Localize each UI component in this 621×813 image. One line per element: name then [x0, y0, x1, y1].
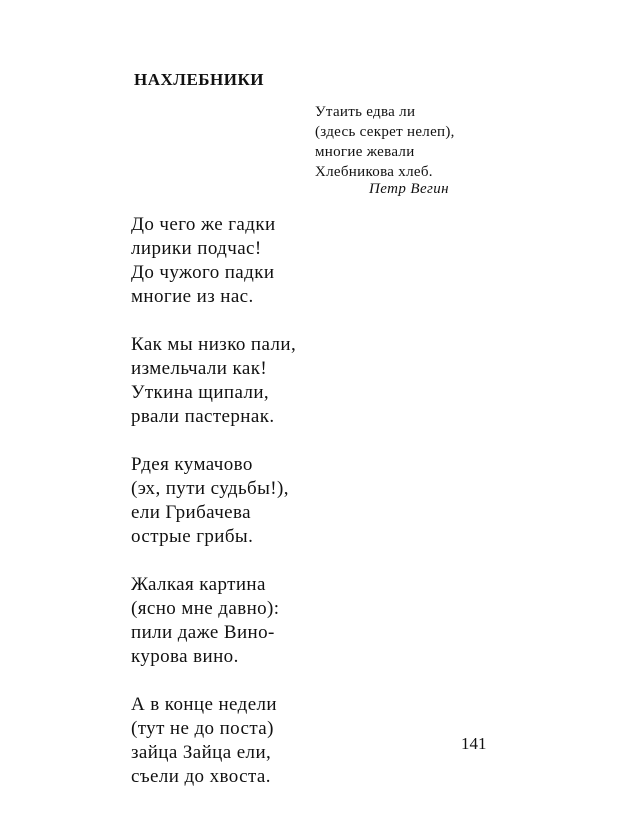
poem-line: (эх, пути судьбы!), [131, 478, 289, 499]
stanza-3 [131, 453, 296, 549]
poem-line: рвали пастернак. [131, 406, 275, 427]
stanza-2 [131, 333, 296, 429]
stanza-5 [131, 693, 296, 789]
poem-line: (ясно мне давно): [131, 598, 280, 619]
poem-line: измельчали как! [131, 358, 268, 379]
poem-title: НАХЛЕБНИКИ [134, 70, 265, 89]
poem-line: многие из нас. [131, 286, 254, 307]
poem-line: Рдея кумачово [131, 454, 253, 475]
poem-line: (тут не до поста) [131, 718, 274, 739]
poem-line: Уткина щипали, [131, 382, 270, 403]
page-number: 141 [461, 734, 487, 753]
epigraph-line: Утаить едва ли [315, 104, 416, 120]
poem-body [131, 213, 296, 813]
poem-line: ели Грибачева [131, 502, 251, 523]
poem-line: Жалкая картина [131, 574, 266, 595]
poem-line: Как мы низко пали, [131, 334, 297, 355]
poem-line: зайца Зайца ели, [131, 742, 272, 763]
poem-line: лирики подчас! [131, 238, 262, 259]
epigraph-line: (здесь секрет нелеп), [315, 124, 455, 140]
poem-line: пили даже Вино- [131, 622, 275, 643]
epigraph-line: многие жевали [315, 144, 415, 160]
poem-line: острые грибы. [131, 526, 254, 547]
epigraph-line: Хлебникова хлеб. [315, 164, 433, 180]
poem-line: До чужого падки [131, 262, 275, 283]
poem-line: съели до хвоста. [131, 766, 271, 787]
epigraph-author: Петр Вегин [369, 181, 449, 197]
poem-line: До чего же гадки [131, 214, 276, 235]
poem-line: А в конце недели [131, 694, 277, 715]
stanza-4 [131, 573, 296, 669]
stanza-1 [131, 213, 296, 309]
poem-line: курова вино. [131, 646, 239, 667]
epigraph [315, 102, 455, 182]
